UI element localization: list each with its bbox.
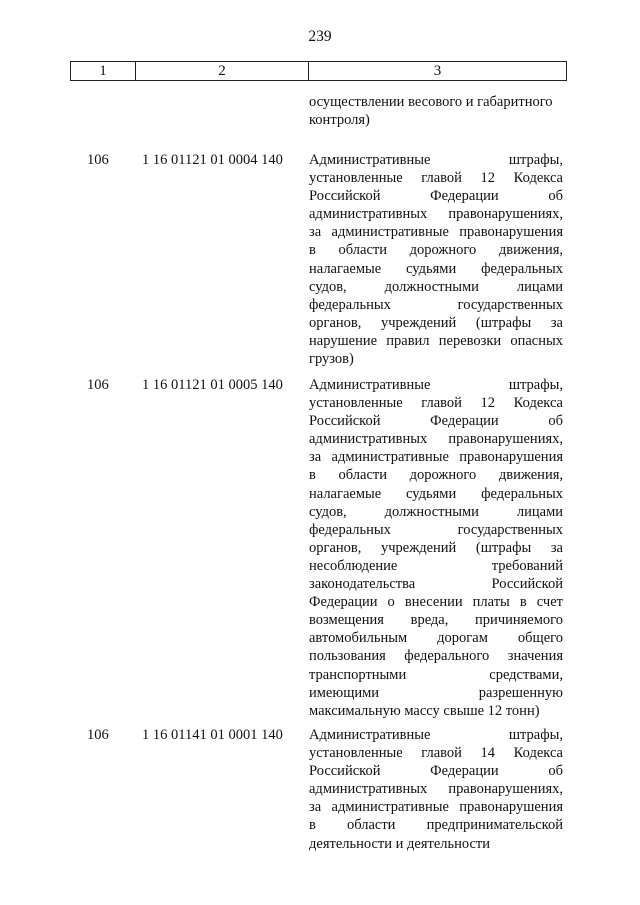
description-line: налагаемые судьями федеральных <box>309 260 563 277</box>
description-line: в области предпринимательской <box>309 817 563 834</box>
description-line: в области дорожного движения, <box>309 242 563 259</box>
description-line: максимальную массу свыше 12 тонн) <box>309 702 540 719</box>
description-line: Федерации о внесении платы в счет <box>309 594 563 611</box>
description-line: административных правонарушениях, <box>309 206 563 223</box>
description-line: имеющими разрешенную <box>309 684 563 701</box>
description-line: автомобильным дорогам общего <box>309 630 563 647</box>
description-line: пользования федерального значения <box>309 648 563 665</box>
continuation-line: осуществлении весового и габаритного <box>309 94 553 110</box>
table-header <box>70 61 567 81</box>
description-line: Российской Федерации об <box>309 188 563 205</box>
description-line: в области дорожного движения, <box>309 467 563 484</box>
description-line: установленные главой 12 Кодекса <box>309 170 563 187</box>
row-description <box>309 151 563 368</box>
header-col-3: 3 <box>309 62 567 81</box>
description-line: Российской Федерации об <box>309 763 563 780</box>
continuation-line: контроля) <box>309 112 370 129</box>
description-line: установленные главой 12 Кодекса <box>309 395 563 412</box>
budget-classification-code: 1 16 01121 01 0005 140 <box>142 377 283 393</box>
description-line: административных правонарушениях, <box>309 431 563 448</box>
description-line: деятельности и деятельности <box>309 835 491 852</box>
description-line: транспортными средствами, <box>309 666 563 683</box>
description-line: за административные правонарушения <box>309 449 563 466</box>
description-line: Российской Федерации об <box>309 413 563 430</box>
description-line: установленные главой 14 Кодекса <box>309 745 563 762</box>
budget-classification-code: 1 16 01121 01 0004 140 <box>142 152 283 168</box>
admin-code: 106 <box>87 377 109 393</box>
description-line: органов, учреждений (штрафы за <box>309 314 563 331</box>
description-line: органов, учреждений (штрафы за <box>309 539 563 556</box>
description-line: Административные штрафы, <box>309 727 563 743</box>
description-line: законодательства Российской <box>309 576 563 593</box>
description-line: Административные штрафы, <box>309 377 563 393</box>
description-line: за административные правонарушения <box>309 799 563 816</box>
continuation-text <box>309 93 567 129</box>
row-description <box>309 376 563 720</box>
description-line: судов, должностными лицами <box>309 278 563 295</box>
description-line: возмещения вреда, причиняемого <box>309 612 563 629</box>
header-col-1: 1 <box>71 62 136 81</box>
description-line: нарушение правил перевозки опасных <box>309 332 563 349</box>
description-line: федеральных государственных <box>309 296 563 313</box>
description-line: Административные штрафы, <box>309 152 563 168</box>
description-line: судов, должностными лицами <box>309 503 563 520</box>
admin-code: 106 <box>87 152 109 168</box>
budget-classification-code: 1 16 01141 01 0001 140 <box>142 727 283 743</box>
description-line: федеральных государственных <box>309 521 563 538</box>
row-description <box>309 726 563 853</box>
description-line: административных правонарушениях, <box>309 781 563 798</box>
header-col-2: 2 <box>136 62 309 81</box>
admin-code: 106 <box>87 727 109 743</box>
description-line: за административные правонарушения <box>309 224 563 241</box>
description-line: несоблюдение требований <box>309 557 563 574</box>
page-number: 239 <box>308 28 332 45</box>
description-line: грузов) <box>309 351 354 368</box>
description-line: налагаемые судьями федеральных <box>309 485 563 502</box>
